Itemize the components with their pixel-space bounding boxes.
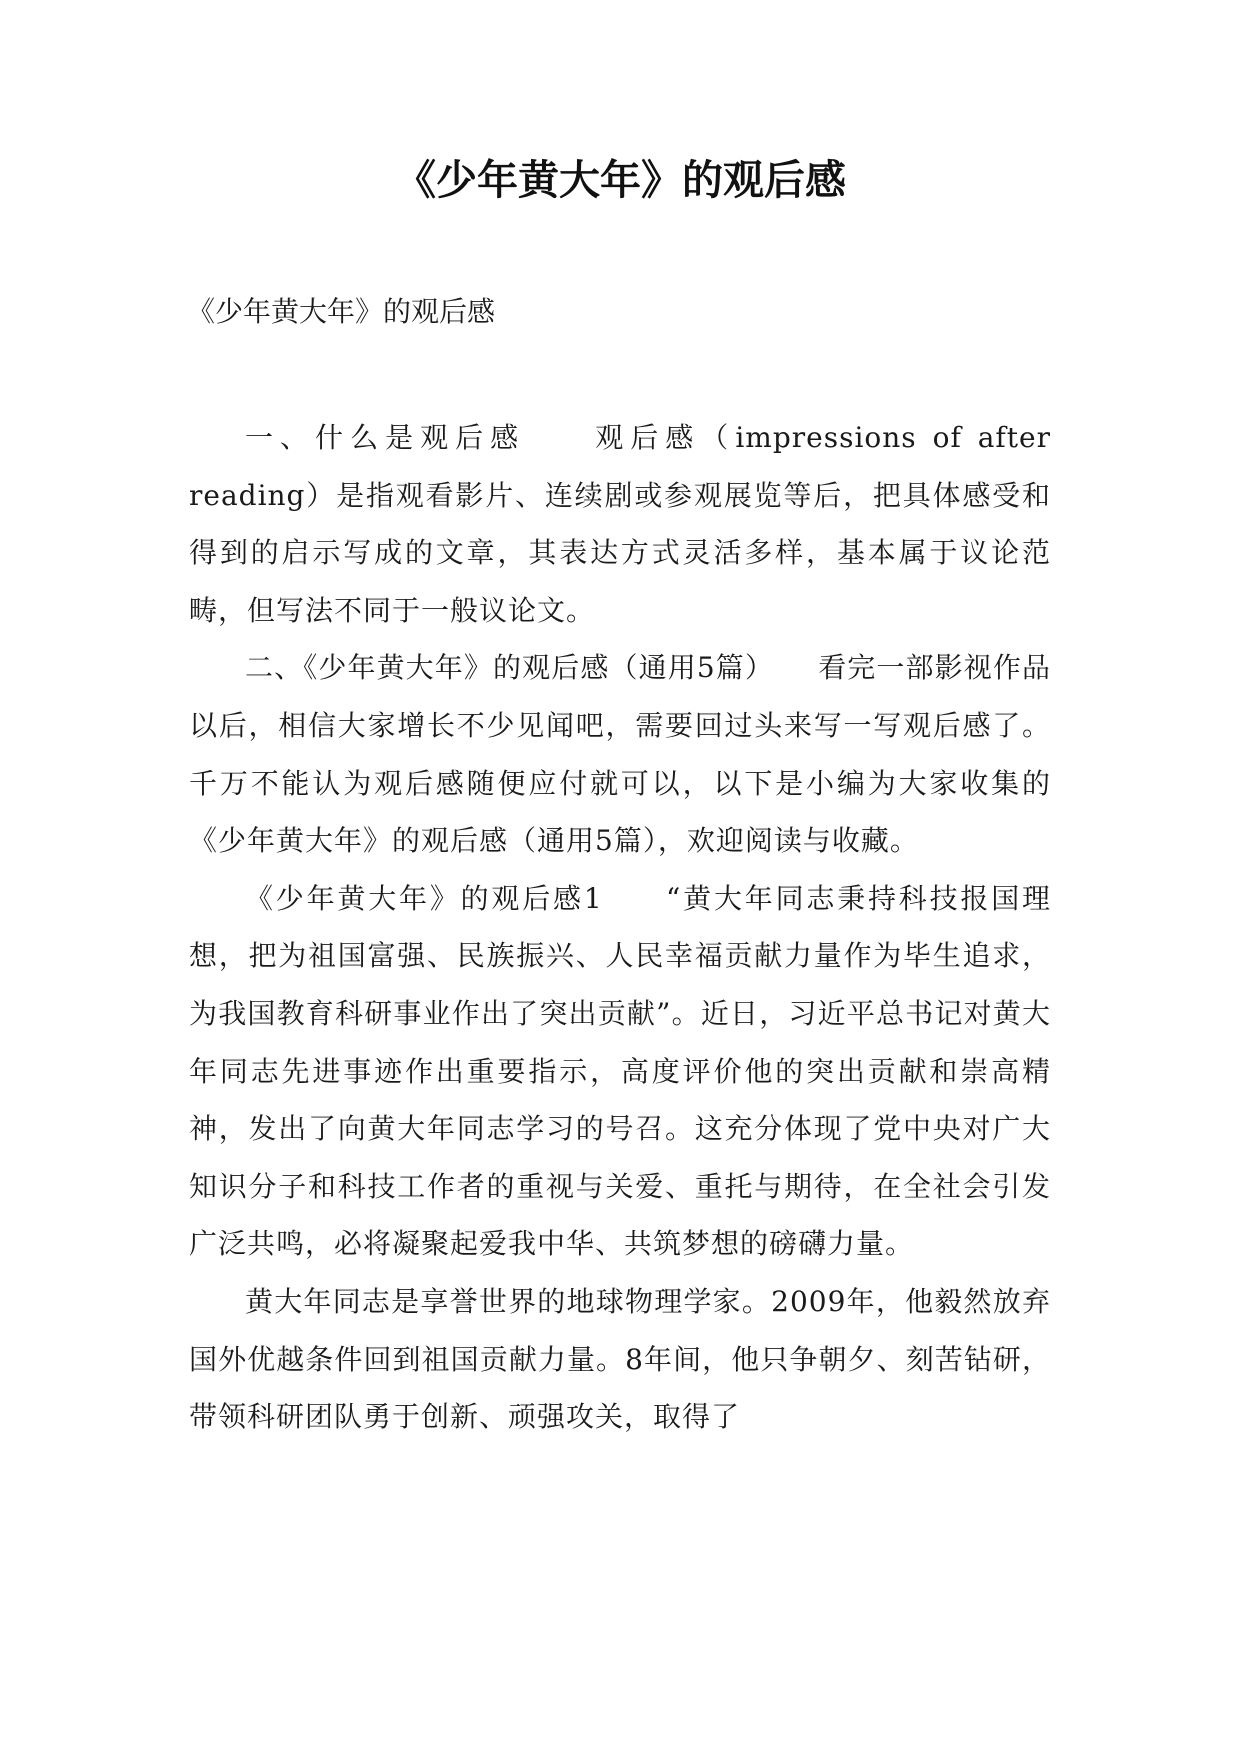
- paragraph-what-is-review: 一、什么是观后感 观后感（impressions of after reading）是指观看影片、连续剧或参观展览等后，把具体感受和得到的启示写成的文章，其表达方式灵活多样，基本属于议论范畴，但写法不同于一般议论文。: [189, 421, 1051, 627]
- document-subtitle: 《少年黄大年》的观后感: [187, 295, 496, 328]
- paragraph-review-1-continued: 黄大年同志是享誉世界的地球物理学家。2009年，他毅然放弃国外优越条件回到祖国贡献力量。8年间，他只争朝夕、刻苦钻研，带领科研团队勇于创新、顽强攻关，取得了: [189, 1284, 1051, 1434]
- paragraph-intro: 二、《少年黄大年》的观后感（通用5篇） 看完一部影视作品以后，相信大家增长不少见闻吧，需要回过头来写一写观后感了。千万不能认为观后感随便应付就可以，以下是小编为大家收集的《少年黄大年》的观后感（通用5篇），欢迎阅读与收藏。: [189, 651, 1051, 858]
- document-body: [189, 409, 1051, 1446]
- document-title: 《少年黄大年》的观后感: [395, 156, 846, 204]
- paragraph-review-1: 《少年黄大年》的观后感1 “黄大年同志秉持科技报国理想，把为祖国富强、民族振兴、人民幸福贡献力量作为毕生追求，为我国教育科研事业作出了突出贡献”。近日，习近平总书记对黄大年同志先进事迹作出重要指示，高度评价他的突出贡献和崇高精神，发出了向黄大年同志学习的号召。这充分体现了党中央对广大知识分子和科技工作者的重视与关爱、重托与期待，在全社会引发广泛共鸣，必将凝聚起爱我中华、共筑梦想的磅礴力量。: [189, 881, 1051, 1261]
